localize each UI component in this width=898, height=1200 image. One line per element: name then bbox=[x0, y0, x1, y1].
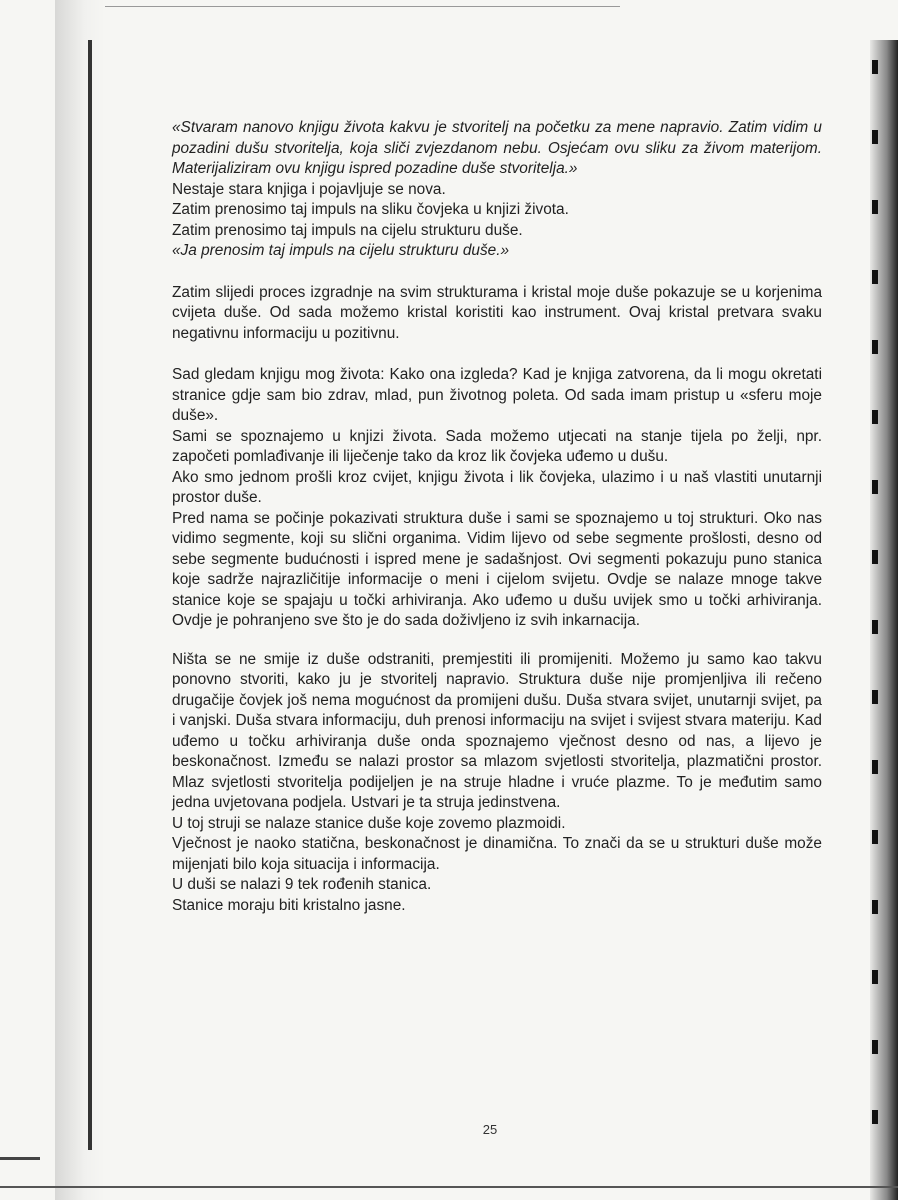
paragraph: Sami se spoznajemo u knjizi života. Sada možemo utjecati na stanje tijela po želji, npr. započeti pomlađivanje ili liječenje tako da kroz lik čovjeka uđemo u dušu. bbox=[172, 427, 822, 465]
paragraph: Zatim prenosimo taj impuls na cijelu strukturu duše. bbox=[172, 221, 523, 239]
paragraph-quote: «Ja prenosim taj impuls na cijelu strukturu duše.» bbox=[172, 242, 510, 259]
scan-top-line bbox=[60, 6, 620, 7]
paragraph: Zatim slijedi proces izgradnje na svim strukturama i kristal moje duše pokazuje se u korjenima cvijeta duše. Od sada možemo kristal koristiti kao instrument. Ovaj kristal pretvara svaku negativnu informaciju u pozitivnu. bbox=[172, 283, 822, 342]
paragraph-intro-quote: «Stvaram nanovo knjigu života kakvu je stvoritelj na početku za mene napravio. Zatim vidim u pozadini dušu stvoritelja, koja sliči zvjezdanom nebu. Osjećam ovu sliku za živom materijom. Materijaliziram ovu knjigu ispred pozadine duše stvoritelja.» bbox=[172, 119, 822, 177]
binding-shadow bbox=[55, 0, 105, 1200]
paragraph: Vječnost je naoko statična, beskonačnost je dinamična. To znači da se u strukturi duše može mijenjati bilo koja situacija i informacija. bbox=[172, 835, 822, 873]
paragraph-gap bbox=[172, 262, 822, 283]
page-left-edge bbox=[88, 40, 92, 1150]
scan-bottom-edge bbox=[0, 1186, 898, 1188]
body-text bbox=[172, 118, 822, 916]
scan-bottom-left-mark bbox=[0, 1157, 40, 1160]
paragraph: Zatim prenosimo taj impuls na sliku čovjeka u knjizi života. bbox=[172, 201, 569, 218]
paragraph: Sad gledam knjigu mog života: Kako ona izgleda? Kad je knjiga zatvorena, da li mogu okretati stranice gdje sam bio zdrav, mlad, pun životnog poleta. Od sada imam pristup u «sferu moje duše». bbox=[172, 366, 822, 424]
paragraph-gap bbox=[172, 344, 822, 365]
paragraph: Nestaje stara knjiga i pojavljuje se nova. bbox=[172, 180, 446, 198]
scan-right-marks bbox=[872, 60, 878, 1140]
paragraph: Ako smo jednom prošli kroz cvijet, knjigu života i lik čovjeka, ulazimo i u naš vlastiti unutarnji prostor duše. bbox=[172, 468, 822, 506]
paragraph: Ništa se ne smije iz duše odstraniti, premjestiti ili promijeniti. Možemo ju samo kao takvu ponovno stvoriti, kako ju je stvoritelj napravio. Struktura duše nije promjenljiva ili rečeno drugačije čovjek još nema mogućnost da promijeni dušu. Duša stvara svijet, unutarnji svijet, pa i vanjski. Duša stvara informaciju, duh prenosi informaciju na svijet i svijest stvara materiju. Kad uđemo u točku arhiviranja duše onda spoznajemo vječnost desno od nas, a lijevo je beskonačnost. Između se nalazi prostor sa mlazom svjetlosti stvoritelja, plazmatični prostor. Mlaz svjetlosti stvoritelja podijeljen je na struje hladne i vruće plazme. To je međutim samo jedna uvjetovana podjela. Ustvari je ta struja jedinstvena. bbox=[172, 650, 822, 811]
paragraph: U duši se nalazi 9 tek rođenih stanica. bbox=[172, 876, 432, 893]
paragraph: U toj struji se nalaze stanice duše koje zovemo plazmoidi. bbox=[172, 814, 566, 832]
paragraph: Pred nama se počinje pokazivati struktura duše i sami se spoznajemo u toj strukturi. Oko nas vidimo segmente, koji su slični organima. Vidim lijevo od sebe segmente prošlosti, desno od sebe segmente budućnosti i ispred mene je sadašnjost. Ovi segmenti pokazuju puno stanica koje sadrže najrazličitije informacije o meni i cijelom svijetu. Ovdje se nalaze mnoge takve stanice koje se spajaju u točki arhiviranja. Ako uđemo u dušu uvijek smo u točki arhiviranja. Ovdje je pohranjeno sve što je do sada doživljeno iz svih inkarnacija. bbox=[172, 509, 822, 629]
paragraph: Stanice moraju biti kristalno jasne. bbox=[172, 896, 406, 914]
page-number: 25 bbox=[482, 1122, 498, 1137]
paragraph-gap bbox=[172, 632, 822, 650]
